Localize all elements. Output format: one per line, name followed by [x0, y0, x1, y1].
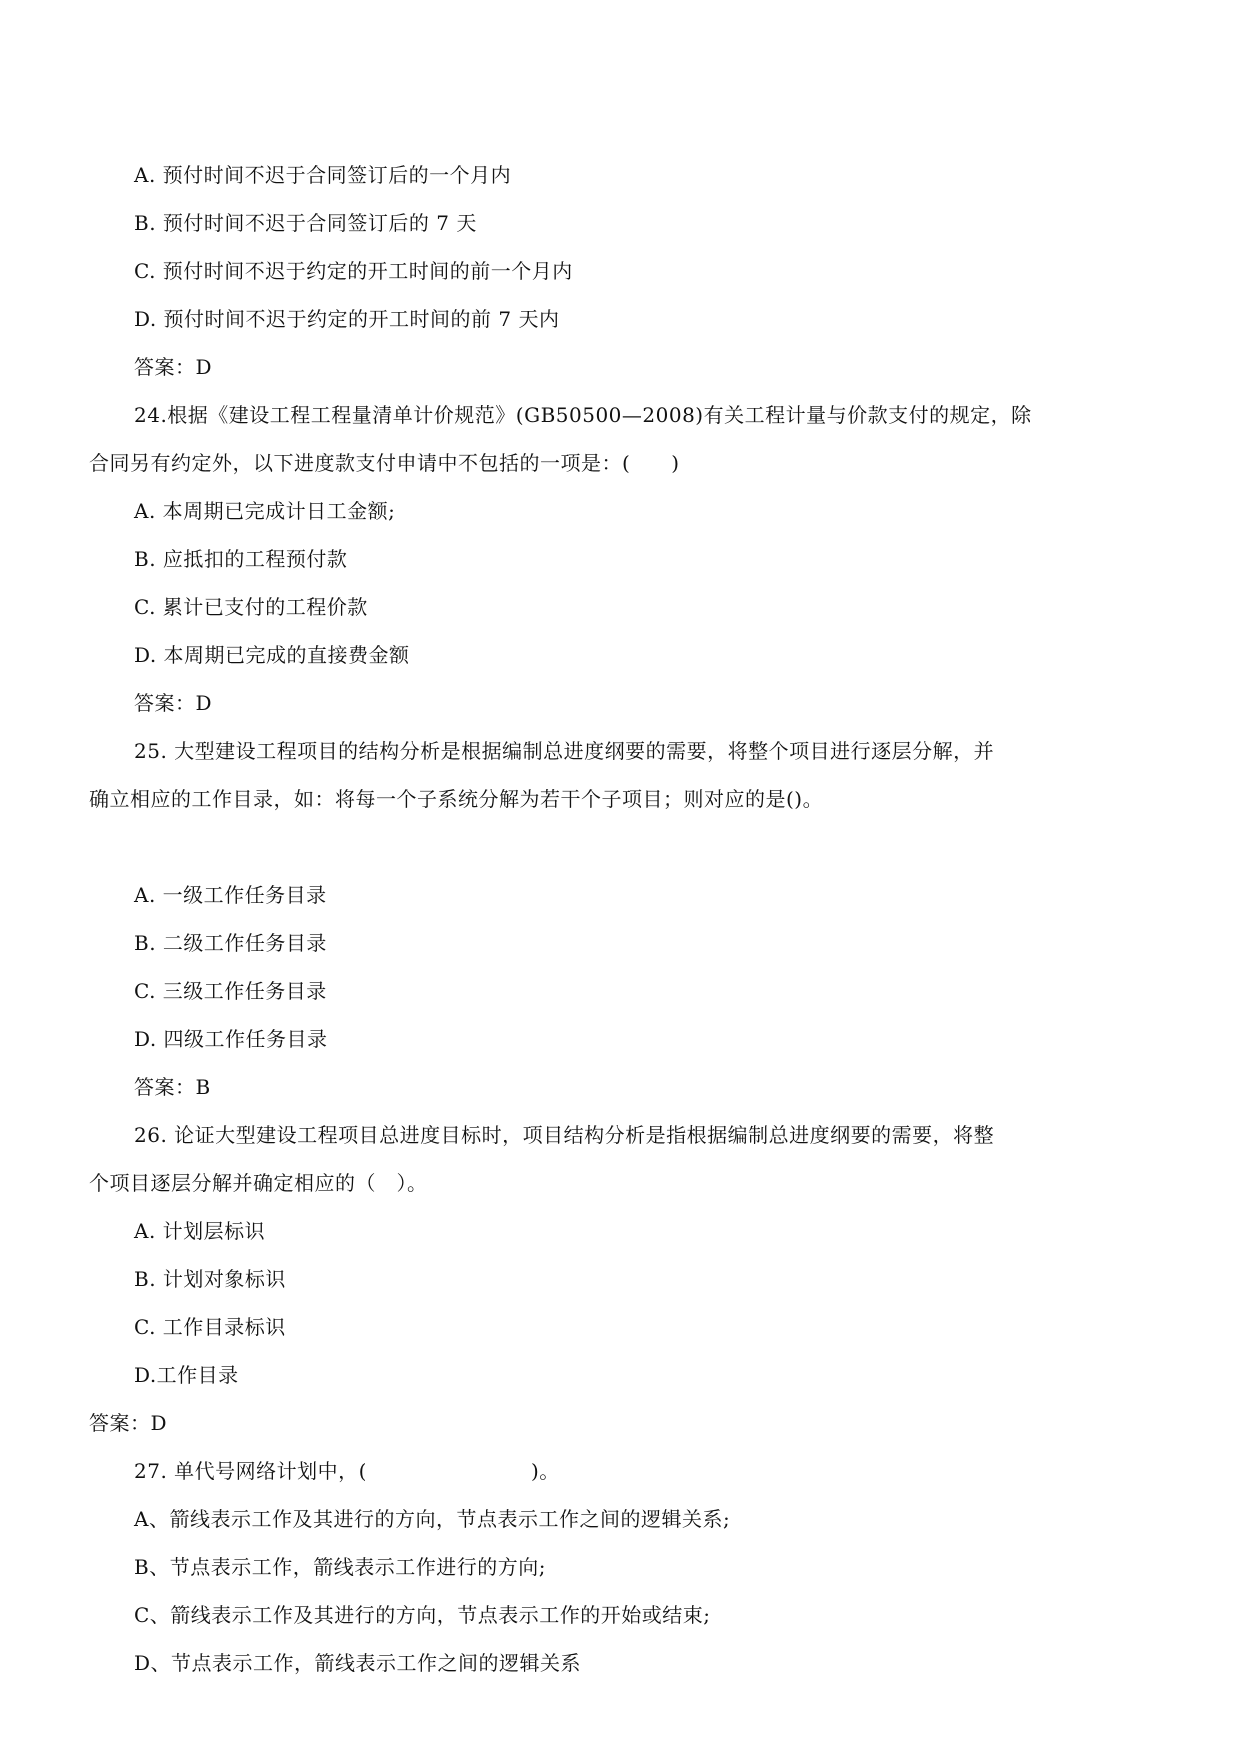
option-line: C. 累计已支付的工程价款 — [134, 595, 368, 619]
option-line: D.工作目录 — [134, 1363, 239, 1387]
answer-line: 答案：D — [89, 1411, 168, 1435]
option-line: A. 计划层标识 — [134, 1219, 266, 1243]
question-line: 26. 论证大型建设工程项目总进度目标时，项目结构分析是指根据编制总进度纲要的需要，将整 — [134, 1123, 995, 1147]
option-line: D. 本周期已完成的直接费金额 — [134, 643, 410, 667]
question-line: 确立相应的工作目录，如：将每一个子系统分解为若干个子项目；则对应的是()。 — [89, 787, 824, 811]
question-line: 个项目逐层分解并确定相应的（ ）。 — [89, 1171, 428, 1195]
option-line: D. 预付时间不迟于约定的开工时间的前 7 天内 — [134, 307, 560, 331]
option-line: C、箭线表示工作及其进行的方向，节点表示工作的开始或结束; — [134, 1603, 711, 1627]
option-line: B、节点表示工作，箭线表示工作进行的方向; — [134, 1555, 546, 1579]
answer-line: 答案：B — [134, 1075, 211, 1099]
option-line: C. 三级工作任务目录 — [134, 979, 327, 1003]
answer-line: 答案：D — [134, 691, 213, 715]
question-line: 合同另有约定外，以下进度款支付申请中不包括的一项是：( ) — [89, 451, 680, 475]
option-line: D、节点表示工作，箭线表示工作之间的逻辑关系 — [134, 1651, 582, 1675]
option-line: C. 工作目录标识 — [134, 1315, 286, 1339]
option-line: B. 预付时间不迟于合同签订后的 7 天 — [134, 211, 477, 235]
option-line: A. 预付时间不迟于合同签订后的一个月内 — [134, 163, 512, 187]
answer-line: 答案：D — [134, 355, 213, 379]
question-line: 24.根据《建设工程工程量清单计价规范》(GB50500—2008)有关工程计量与价款支付的规定，除 — [134, 403, 1032, 427]
option-line: A. 一级工作任务目录 — [134, 883, 327, 907]
option-line: B. 计划对象标识 — [134, 1267, 286, 1291]
option-line: A、箭线表示工作及其进行的方向，节点表示工作之间的逻辑关系; — [134, 1507, 731, 1531]
option-line: B. 应抵扣的工程预付款 — [134, 547, 348, 571]
question-line: 25. 大型建设工程项目的结构分析是根据编制总进度纲要的需要，将整个项目进行逐层分解，并 — [134, 739, 995, 763]
option-line: C. 预付时间不迟于约定的开工时间的前一个月内 — [134, 259, 573, 283]
question-line: 27. 单代号网络计划中，( )。 — [134, 1459, 560, 1483]
option-line: D. 四级工作任务目录 — [134, 1027, 328, 1051]
option-line: A. 本周期已完成计日工金额; — [134, 499, 396, 523]
option-line: B. 二级工作任务目录 — [134, 931, 327, 955]
